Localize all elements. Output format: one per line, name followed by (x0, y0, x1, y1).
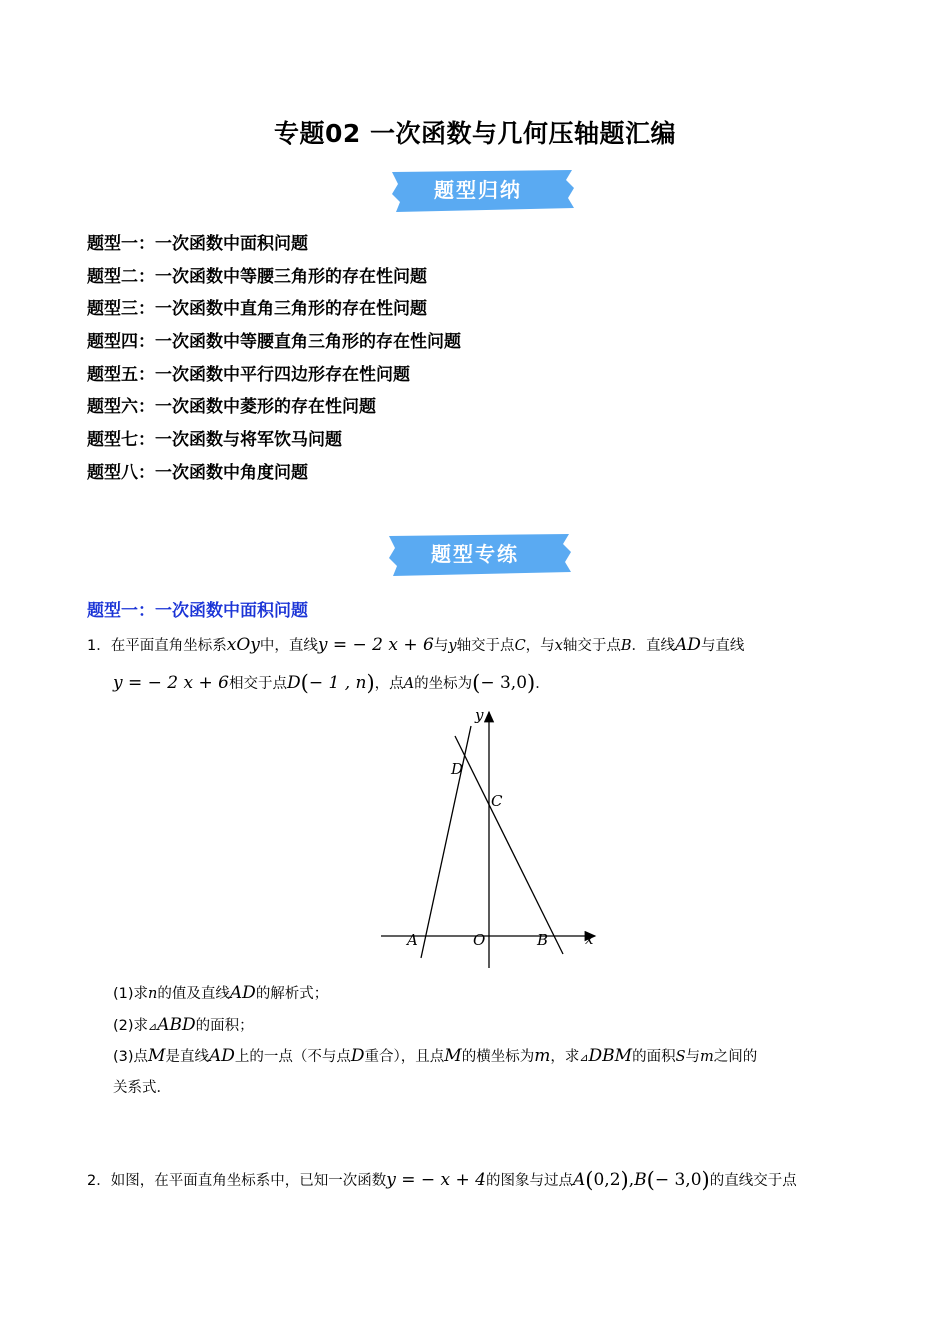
text: 的横坐标为 (461, 1049, 535, 1065)
question-3-line-2: 关系式． (113, 1080, 171, 1096)
topic-item: 题型一：一次函数中面积问题 (87, 234, 308, 254)
line-bc (455, 736, 563, 954)
math: AD (208, 1046, 235, 1066)
label-d: D (451, 760, 464, 778)
text: 相交于点 (228, 676, 287, 692)
math: M (444, 1046, 462, 1066)
text: ，与 (525, 638, 555, 654)
equation: y = − 2 x + 6 (113, 673, 229, 693)
text: 重合），且点 (364, 1049, 445, 1065)
question-1 (113, 982, 328, 1003)
label-o: O (473, 931, 486, 949)
text: ，求 (550, 1049, 580, 1065)
coordinate-figure (375, 702, 605, 974)
label-y: y (475, 706, 484, 724)
text: 如图，在平面直角坐标系中，已知一次函数 (110, 1173, 387, 1189)
label-a: A (407, 931, 418, 949)
math: n (148, 986, 158, 1002)
text: 上的一点（不与点 (234, 1049, 351, 1065)
label-c: C (491, 792, 503, 810)
line-ad (421, 726, 471, 958)
problem-number: 2． (87, 1173, 111, 1189)
equation: y = − 2 x + 6 (317, 635, 434, 655)
text: 是直线 (165, 1049, 209, 1065)
text: 的图象与过点 (486, 1173, 573, 1189)
math: ABD (157, 1015, 196, 1035)
text: 与 (685, 1049, 701, 1065)
topic-item: 题型六：一次函数中菱形的存在性问题 (87, 397, 376, 418)
text: 的直线交于点 (709, 1173, 797, 1189)
text: 的面积； (195, 1018, 254, 1034)
text: 轴交于点 (456, 638, 515, 654)
triangle-symbol: ⊿ (579, 1051, 589, 1064)
equation: y = − x + 4 (386, 1170, 486, 1190)
text: 中，直线 (259, 638, 318, 654)
text: 的坐标为 (414, 676, 473, 692)
math: y (448, 638, 457, 654)
problem-number: 1． (87, 638, 111, 654)
math: x (554, 638, 563, 654)
topic-item: 题型三：一次函数中直角三角形的存在性问题 (87, 299, 427, 320)
question-2 (113, 1014, 254, 1035)
section-banner-practice (385, 532, 585, 580)
topic-list (87, 228, 461, 490)
text: 与 (433, 638, 449, 654)
text: (2)求 (113, 1018, 149, 1034)
math: m (534, 1046, 551, 1066)
math: DBM (588, 1046, 633, 1066)
topic-item: 题型五：一次函数中平行四边形存在性问题 (87, 364, 410, 385)
math: B (634, 1170, 647, 1190)
math: B (620, 638, 632, 654)
text: 的值及直线 (157, 986, 230, 1002)
math: AD (675, 635, 701, 655)
math: S (675, 1049, 686, 1065)
topic-item: 题型四：一次函数中等腰直角三角形的存在性问题 (87, 332, 461, 353)
math: 0,2 (593, 1170, 621, 1190)
text: (3)点 (113, 1049, 149, 1065)
text: 与直线 (700, 638, 745, 654)
topic-item: 题型八：一次函数中角度问题 (87, 462, 308, 483)
question-3-line-1 (113, 1045, 757, 1066)
math: A (403, 676, 415, 692)
text: ．直线 (631, 638, 676, 654)
section-banner-summary (388, 168, 588, 216)
text: ． (535, 676, 550, 692)
topic-item: 题型七：一次函数与将军饮马问题 (87, 430, 342, 451)
math: D (350, 1046, 365, 1066)
math: m (700, 1049, 714, 1065)
math: − 3,0 (480, 673, 528, 693)
banner-label: 题型归纳 (434, 178, 522, 202)
text: 的解析式； (255, 986, 329, 1002)
math: − 3,0 (654, 1170, 702, 1190)
text: (1)求 (113, 986, 149, 1002)
math: D (286, 673, 301, 693)
math: A (573, 1170, 586, 1190)
page-title: 专题02 一次函数与几何压轴题汇编 (274, 119, 676, 148)
math: , (628, 1170, 635, 1190)
text: 之间的 (713, 1049, 758, 1065)
problem-1-line-2: y = − 2 x + 6相交于点D(− 1 , n)，点A的坐标为(− 3,0)． (113, 671, 550, 695)
text: ，点 (374, 676, 404, 692)
math: M (148, 1046, 166, 1066)
label-x: x (585, 930, 594, 948)
math: xOy (226, 635, 260, 655)
math: AD (229, 983, 256, 1003)
text: 轴交于点 (562, 638, 621, 654)
banner-label: 题型专练 (431, 542, 519, 566)
problem-2-line-1: 2．如图，在平面直角坐标系中，已知一次函数y = − x + 4的图象与过点A(0,2),B(− 3,0)的直线交于点 (87, 1168, 797, 1192)
text: 在平面直角坐标系 (110, 638, 227, 654)
math: − 1 , n (308, 673, 367, 693)
math: C (514, 638, 526, 654)
section-heading: 题型一：一次函数中面积问题 (87, 601, 308, 621)
label-b: B (537, 931, 549, 949)
text: 的面积 (632, 1049, 676, 1065)
topic-item: 题型二：一次函数中等腰三角形的存在性问题 (87, 266, 427, 287)
triangle-symbol: ⊿ (148, 1020, 158, 1033)
problem-1-line-1 (87, 634, 744, 655)
